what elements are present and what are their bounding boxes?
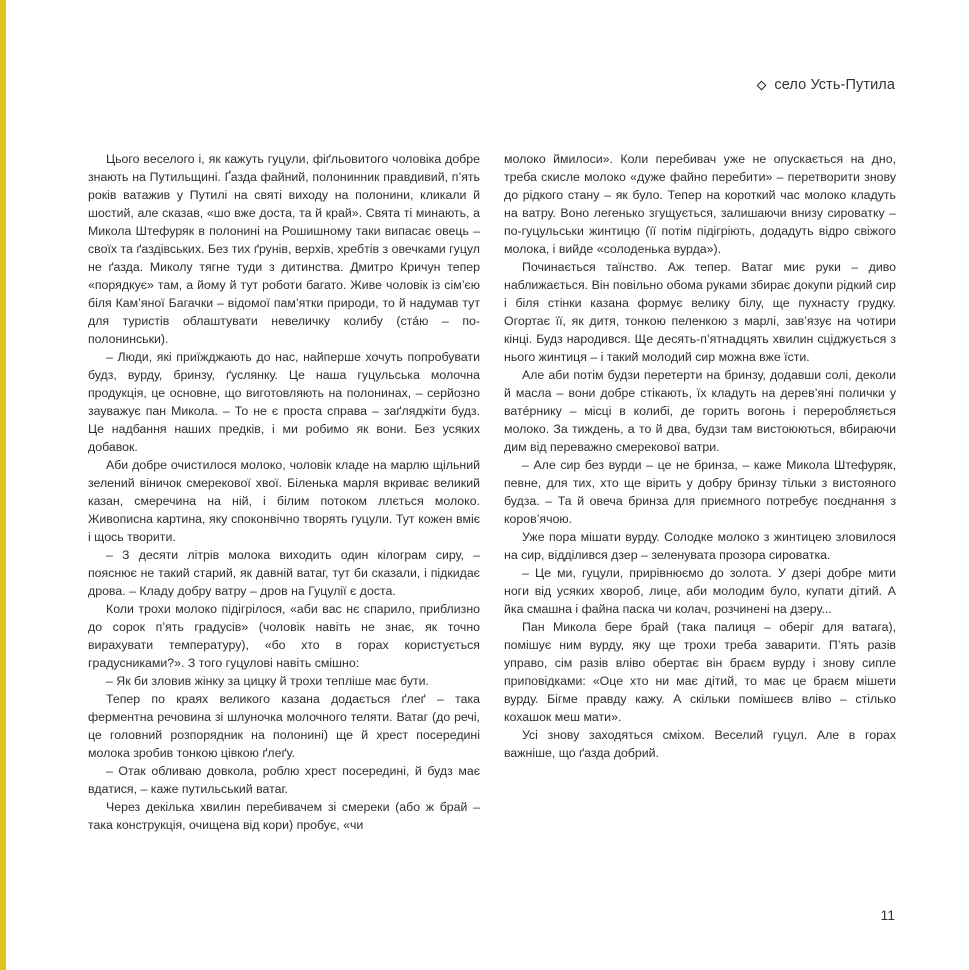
paragraph: – Як би зловив жінку за цицку й трохи тепліше має бути. (106, 674, 429, 688)
paragraph: Починається таїнство. Аж тепер. Ватаг миє руки – диво наближається. Він повільно обома руками збирає докупи рідкий сир і біля стінки казана формує велику білу, ще пухнасту грудку. Огортає її, як дитя, тонкою пеленкою з марлі, зав’язує на чотири кінці. Будз народився. Ще десять-п’ятнадцять хвилин сціджується з нього жинтиця – і такий молодий сир можна вже їсти. (504, 260, 896, 364)
running-title: село Усть-Путила (774, 77, 895, 93)
paragraph: молоко ймилоси». Коли перебивач уже не опускається на дно, треба скисле молоко «дуже файно перебити» – перетворити знову до рідкого стану – як було. Тепер на короткий час молоко кладуть на ватру. Воно легенько згущується, залишаючи внизу сироватку – по-гуцульськи жинтицю (її потім підігріють, додадуть відро свіжого молока, і вийде «солоденька вурда»). (504, 152, 896, 256)
paragraph: Коли трохи молоко підігрілося, «аби вас нє спарило, приблизно до сорок п’ять градусів» (чоловік навіть не знає, як точно вирахувати температуру), «бо хто в горах користується градусниками?». З того гуцулові навіть смішно: (88, 602, 480, 670)
paragraph: – Але сир без вурди – це не бринза, – каже Микола Штефуряк, певне, для тих, хто ще вірить у добру бринзу тільки з вистояного будза. – Та й овеча бринза для приємного потребує поєднання з коров’ячою. (504, 458, 896, 526)
paragraph: – Отак обливаю довкола, роблю хрест посередині, й будз має вдатися, – каже путильський ватаг. (88, 764, 480, 796)
paragraph: Але аби потім будзи перетерти на бринзу, додавши солі, деколи й масла – вони добре стікають, їх кладуть на дерев’яні полички у ватéрнику – місці в колибі, де горить вогонь і переробляється молоко. За тиждень, а то й два, будзи там вистоюються, вбираючи дим від переважно смерекової ватри. (504, 368, 896, 454)
paragraph: Аби добре очистилося молоко, чоловік кладе на марлю щільний зелений віничок смерекової хвої. Біленька марля вкриває великий казан, смеречина на ній, і білим потоком ллється молоко. Живописна картина, яку споконвічно творять гуцули. Тут кожен вміє і щось творити. (88, 458, 480, 544)
paragraph: – З десяти літрів молока виходить один кілограм сиру, – пояснює не такий старий, як давній ватаг, тут би сказали, і підкидає дрова. – Кладу добру ватру – дров на Гуцулії є доста. (88, 548, 480, 598)
page-number: 11 (880, 907, 895, 923)
left-column (88, 150, 480, 834)
accent-bar (0, 0, 6, 970)
right-column (504, 150, 896, 834)
paragraph: Цього веселого і, як кажуть гуцули, фіґльовитого чоловіка добре знають на Путильщині. Ґазда файний, полонинник правдивий, п’ять років ватажив у Путилі на святі виходу на полонини, кликали й шостий, але сказав, «шо вже доста, та й край». Свята ті минають, а Микола Штефуряк в полонині на Рошишному таки випасає овець – своїх та ґаздівських. Без тих ґрунів, верхів, хребтів з овечками гуцул не ґазда. Миколу тягне туди з дитинства. Дмитро Кричун тепер «порядкує» там, а йому й тут роботи багато. Живе чоловік із сім’єю біля Кам’яної Багачки – відомої пам’ятки природи, то й надумав тут для туристів облаштувати невеличку колибу (стáю – по-полонинськи). (88, 152, 480, 346)
paragraph: Пан Микола бере брай (така палиця – оберіг для ватага), помішує ним вурду, яку ще трохи треба заварити. П’ять разів управо, сім разів вліво обертає він браєм вурду і знову сипле приповідками: «Оце хто ни має дітий, то має це браєм мішети вурду. Бігме правду кажу. А скільки помішеєв вліво – стілько кохашок меш мати». (504, 620, 896, 724)
paragraph: Уже пора мішати вурду. Солодке молоко з жинтицею зловилося на сир, відділився дзер – зеленувата прозора сироватка. (504, 530, 896, 562)
paragraph: – Це ми, гуцули, прирівнюємо до золота. У дзері добре мити ноги від усяких хвороб, лице, аби молодим було, купати дітий. А йка смашна і файна паска чи колач, розчинені на дзеру... (504, 566, 896, 616)
paragraph: Усі знову заходяться сміхом. Веселий гуцул. Але в горах важніше, що ґазда добрий. (504, 728, 896, 760)
paragraph: Через декілька хвилин перебивачем зі смереки (або ж брай – така конструкція, очищена від кори) пробує, «чи (88, 800, 480, 832)
paragraph: Тепер по краях великого казана додається ґлеґ – така ферментна речовина зі шлуночка молочного теляти. Ватаг (до речі, це головний розпорядник на полонині) ще й хрест посередині молока зробив тонкою цівкою ґлеґу. (88, 692, 480, 760)
diamond-icon (757, 80, 767, 90)
article-body (88, 150, 896, 834)
running-header (758, 77, 895, 93)
paragraph: – Люди, які приїжджають до нас, найперше хочуть попробувати будз, вурду, бринзу, ґуслянку. Це наша гуцульська молочна продукція, це основне, що виготовляють на полонинах, – серйозно зауважує пан Микола. – То не є проста справа – заґляджіти будз. Це надбання наших предків, і ми робимо як вони. Без усяких добавок. (88, 350, 480, 454)
